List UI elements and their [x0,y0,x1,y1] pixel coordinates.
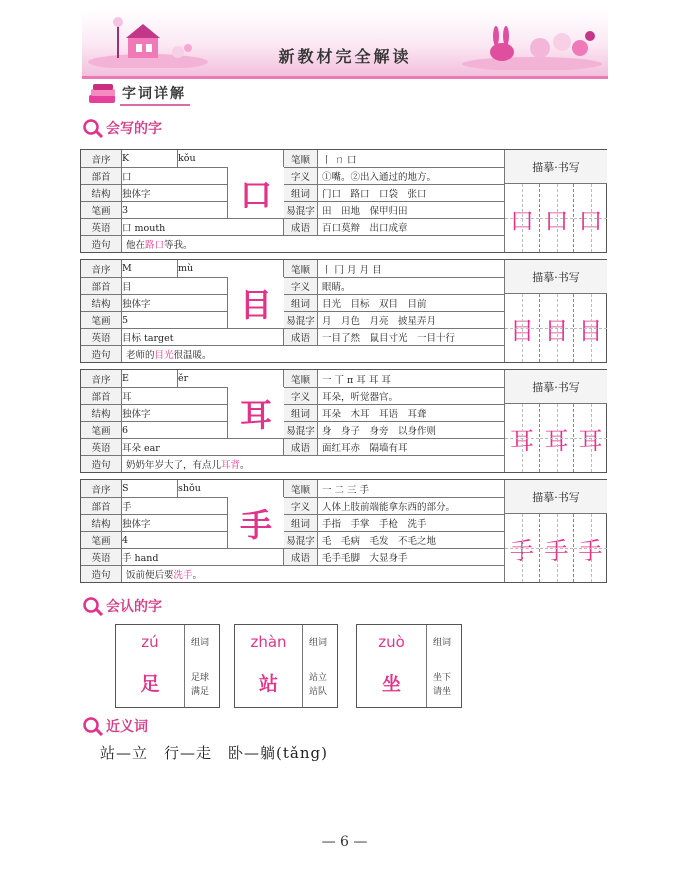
magnifier-icon [82,118,104,138]
label-meaning: 字义 [283,278,317,294]
sentence-pre: 老师的 [126,350,155,361]
english-value: 手 hand [121,549,283,565]
sentence-post: 等我。 [164,240,193,251]
label-strokes: 笔画 [81,202,121,218]
page-number: — 6 — [321,834,368,850]
idioms-value: 面红耳赤 隔墙有耳 [317,439,504,455]
big-character: 耳 [227,387,284,438]
idioms-value: 百口莫辩 出口成章 [317,219,504,235]
character-card [80,259,607,363]
stroke-order-value: 丨 ㄇ 口 [317,150,504,167]
radical-value: 耳 [121,388,177,404]
structure-value: 独体字 [121,405,177,421]
practice-area [504,150,607,252]
practice-label: 描摹·书写 [505,260,607,294]
order-value: S [121,480,177,497]
section-recognize-heading [82,596,162,616]
header-title: 新教材完全解读 [278,47,412,66]
label-meaning: 字义 [283,388,317,404]
pinyin-value: shǒu [177,480,227,497]
label-idioms: 成语 [283,329,317,345]
recognize-word: 请坐 [433,687,452,697]
order-value: K [121,150,177,167]
recognize-word: 满足 [191,687,210,697]
label-sentence: 造句 [81,236,121,252]
radical-value: 手 [121,498,177,514]
practice-label: 描摹·书写 [505,150,607,184]
label-meaning: 字义 [283,168,317,184]
label-radical: 部首 [81,388,121,404]
recognize-word: 站立 [309,673,328,683]
strokes-value: 4 [121,532,177,548]
section-synonyms-heading [82,716,148,736]
label-words: 组词 [283,185,317,201]
pinyin-value: ěr [177,370,227,387]
stroke-order-value: 一 二 三 手 [317,480,504,497]
radical-value: 口 [121,168,177,184]
label-confusable: 易混字 [283,202,317,218]
big-character: 目 [227,277,284,328]
english-value: 目标 target [121,329,283,345]
label-meaning: 字义 [283,498,317,514]
structure-value: 独体字 [121,185,177,201]
sentence-highlight: 路口 [145,240,165,251]
label-words: 组词 [283,295,317,311]
label-order: 音序 [81,370,121,387]
sentence-post: 很温暖。 [173,350,212,361]
meaning-value: 人体上肢前端能拿东西的部分。 [317,498,504,514]
label-sentence: 造句 [81,566,121,582]
confusable-value: 毛 毛病 毛发 不毛之地 [317,532,504,548]
sentence-highlight: 目光 [154,350,174,361]
label-strokes: 笔画 [81,422,121,438]
character-card [80,369,607,473]
idioms-value: 毛手毛脚 大显身手 [317,549,504,565]
structure-value: 独体字 [121,515,177,531]
magnifier-icon [82,596,104,616]
banner-label: 字词详解 [120,83,190,106]
words-value: 门口 路口 口袋 张口 [317,185,504,201]
practice-box: 手 [539,514,573,582]
english-value: 耳朵 ear [121,439,283,455]
practice-box: 耳 [505,404,539,472]
idioms-value: 一目了然 鼠目寸光 一目十行 [317,329,504,345]
practice-box: 口 [539,184,573,252]
recognize-pinyin: zuò [378,633,405,651]
pinyin-value: mù [177,260,227,277]
order-value: M [121,260,177,277]
label-words: 组词 [283,515,317,531]
label-confusable: 易混字 [283,312,317,328]
sentence-highlight: 洗手 [173,570,193,581]
structure-value: 独体字 [121,295,177,311]
bunny-decoration-icon [462,18,602,70]
label-strokes: 笔画 [81,312,121,328]
label-radical: 部首 [81,498,121,514]
words-value: 目光 目标 双目 目前 [317,295,504,311]
meaning-value: ①嘴。②出入通过的地方。 [317,168,504,184]
label-confusable: 易混字 [283,422,317,438]
label-sentence: 造句 [81,456,121,472]
practice-area [504,480,607,582]
sentence-post: 。 [240,460,250,471]
meaning-value: 眼睛。 [317,278,504,294]
books-icon [88,83,118,105]
magnifier-icon [82,716,104,736]
label-stroke-order: 笔顺 [283,260,317,277]
sentence-value [121,456,504,472]
practice-box: 耳 [539,404,573,472]
recognize-word: 坐下 [433,673,452,683]
practice-box: 手 [573,514,607,582]
recognize-word: 足球 [191,673,210,683]
label-structure: 结构 [81,295,121,311]
pinyin-value: kǒu [177,150,227,167]
label-strokes: 笔画 [81,532,121,548]
stroke-order-value: 一 丅 π 耳 耳 耳 [317,370,504,387]
recognize-character: 坐 [381,673,401,695]
recognize-pinyin: zú [141,633,159,651]
label-structure: 结构 [81,515,121,531]
order-value: E [121,370,177,387]
english-value: 口 mouth [121,219,283,235]
practice-label: 描摹·书写 [505,370,607,404]
recognize-pinyin: zhàn [250,633,287,651]
big-character: 手 [227,497,284,548]
label-stroke-order: 笔顺 [283,150,317,167]
strokes-value: 3 [121,202,177,218]
sentence-pre: 他在 [126,240,146,251]
recognize-card [115,624,220,708]
recognize-character: 站 [258,673,278,695]
practice-area [504,260,607,362]
practice-box: 目 [539,294,573,362]
sentence-value [121,236,504,252]
section-banner [88,82,190,106]
meaning-value: 耳朵，听觉器官。 [317,388,504,404]
page-header [82,10,608,79]
sentence-highlight: 耳背 [221,460,241,471]
character-card [80,479,607,583]
confusable-value: 身 身子 身旁 以身作则 [317,422,504,438]
label-stroke-order: 笔顺 [283,480,317,497]
label-structure: 结构 [81,405,121,421]
label-order: 音序 [81,260,121,277]
section-synonyms-title: 近义词 [106,719,148,735]
big-character: 口 [227,167,284,218]
practice-area [504,370,607,472]
label-stroke-order: 笔顺 [283,370,317,387]
stroke-order-value: 丨 冂 月 月 目 [317,260,504,277]
practice-box: 手 [505,514,539,582]
recognize-character: 足 [140,673,160,695]
sentence-value [121,346,504,362]
label-confusable: 易混字 [283,532,317,548]
label-structure: 结构 [81,185,121,201]
words-value: 手指 手掌 手枪 洗手 [317,515,504,531]
recognize-words-label: 组词 [433,638,452,648]
label-radical: 部首 [81,168,121,184]
practice-box: 口 [505,184,539,252]
confusable-value: 田 田地 保甲归田 [317,202,504,218]
sentence-value [121,566,504,582]
practice-box: 目 [505,294,539,362]
label-words: 组词 [283,405,317,421]
strokes-value: 6 [121,422,177,438]
practice-box: 目 [573,294,607,362]
strokes-value: 5 [121,312,177,328]
recognize-card [356,624,462,708]
label-order: 音序 [81,150,121,167]
label-order: 音序 [81,480,121,497]
label-sentence: 造句 [81,346,121,362]
character-card [80,149,607,253]
section-write-title: 会写的字 [106,121,162,137]
recognize-words-label: 组词 [191,638,210,648]
sentence-pre: 奶奶年岁大了，有点儿 [126,460,222,471]
section-recognize-title: 会认的字 [106,599,162,615]
sentence-post: 。 [192,570,203,581]
confusable-value: 月 月色 月亮 披星弄月 [317,312,504,328]
practice-box: 口 [573,184,607,252]
sentence-pre: 饭前便后要 [126,570,174,581]
words-value: 耳朵 木耳 耳语 耳聋 [317,405,504,421]
label-english: 英语 [81,549,121,565]
label-english: 英语 [81,219,121,235]
label-english: 英语 [81,439,121,455]
recognize-word: 站队 [309,687,328,697]
radical-value: 目 [121,278,177,294]
label-idioms: 成语 [283,439,317,455]
recognize-card [234,624,338,708]
recognize-words-label: 组词 [309,638,328,648]
synonyms-list: 站—立 行—走 卧—躺(tǎng) [100,744,328,762]
label-idioms: 成语 [283,549,317,565]
label-english: 英语 [81,329,121,345]
practice-box: 耳 [573,404,607,472]
label-radical: 部首 [81,278,121,294]
practice-label: 描摹·书写 [505,480,607,514]
section-write-heading [82,118,162,138]
label-idioms: 成语 [283,219,317,235]
